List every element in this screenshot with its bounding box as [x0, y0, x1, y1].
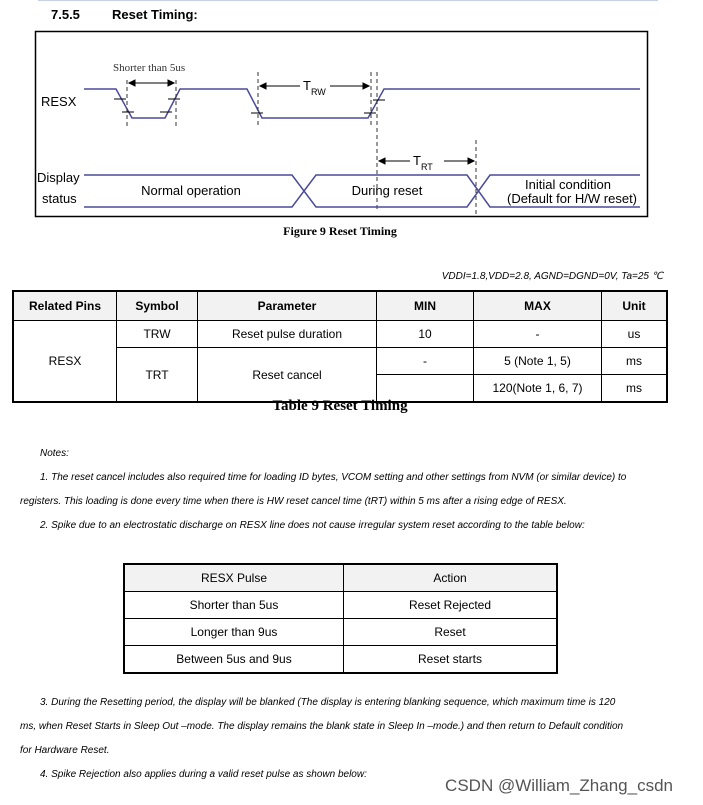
- header-resx-pulse: RESX Pulse: [124, 564, 344, 592]
- pulse-cell: Between 5us and 9us: [124, 646, 344, 674]
- action-cell: Reset: [344, 619, 558, 646]
- max-cell: 5 (Note 1, 5): [474, 348, 602, 375]
- symbol-cell: TRT: [117, 348, 198, 403]
- header-unit: Unit: [602, 291, 668, 321]
- pulse-cell: Shorter than 5us: [124, 592, 344, 619]
- spike-table: [123, 563, 558, 674]
- notes-title: Notes:: [40, 448, 69, 459]
- note-3b: ms, when Reset Starts in Sleep Out –mode. The display remains the blank state in Sleep In –mode.) and then return to Default condition: [20, 721, 624, 732]
- note-4: 4. Spike Rejection also applies during a valid reset pulse as shown below:: [40, 769, 367, 780]
- pin-cell: RESX: [13, 321, 117, 403]
- trt-label: $T_{RT}$: [413, 153, 433, 172]
- state-normal: Normal operation: [141, 183, 241, 198]
- header-pins: Related Pins: [13, 291, 117, 321]
- parameter-cell: Reset cancel: [198, 348, 377, 403]
- max-cell: 120(Note 1, 6, 7): [474, 375, 602, 403]
- reset-timing-table: [12, 290, 668, 403]
- trw-label: $T_{RW}$: [303, 78, 326, 97]
- section-title: Reset Timing:: [112, 7, 198, 22]
- reset-timing-diagram: [0, 0, 703, 230]
- resx-signal: [84, 89, 640, 118]
- state-initial-2: (Default for H/W reset): [506, 191, 638, 206]
- state-reset: During reset: [351, 183, 423, 198]
- table-caption: Table 9 Reset Timing: [272, 398, 408, 414]
- min-cell: 10: [377, 321, 474, 348]
- section-number: 7.5.5: [51, 7, 80, 22]
- header-symbol: Symbol: [117, 291, 198, 321]
- table-header-row: [124, 564, 557, 592]
- action-cell: Reset starts: [344, 646, 558, 674]
- note-1a: 1. The reset cancel includes also required time for loading ID bytes, VCOM setting and other settings from NVM (or similar device) to: [40, 472, 627, 483]
- figure-caption: Figure 9 Reset Timing: [283, 224, 397, 238]
- header-min: MIN: [377, 291, 474, 321]
- threshold-ticks: [114, 99, 385, 113]
- note-3a: 3. During the Resetting period, the display will be blanked (The display is entering blanking sequence, which maximum time is 120: [40, 697, 616, 708]
- action-cell: Reset Rejected: [344, 592, 558, 619]
- header-action: Action: [344, 564, 558, 592]
- table-row: [124, 619, 557, 646]
- parameter-cell: Reset pulse duration: [198, 321, 377, 348]
- display-label-1: Display: [37, 170, 80, 185]
- table-header-row: [13, 291, 667, 321]
- max-cell: -: [474, 321, 602, 348]
- note-3c: for Hardware Reset.: [20, 745, 110, 756]
- note-2: 2. Spike due to an electrostatic discharge on RESX line does not cause irregular system reset according to the table below:: [40, 520, 585, 531]
- unit-cell: us: [602, 321, 668, 348]
- display-label-2: status: [42, 191, 77, 206]
- unit-cell: ms: [602, 348, 668, 375]
- table-row: [124, 646, 557, 674]
- watermark: CSDN @William_Zhang_csdn: [445, 776, 673, 795]
- header-max: MAX: [474, 291, 602, 321]
- unit-cell: ms: [602, 375, 668, 403]
- pulse-cell: Longer than 9us: [124, 619, 344, 646]
- state-initial-1: Initial condition: [525, 177, 611, 192]
- header-parameter: Parameter: [198, 291, 377, 321]
- resx-label: RESX: [41, 94, 77, 109]
- table-row: [13, 321, 667, 348]
- shorter-label: Shorter than 5us: [113, 62, 186, 74]
- symbol-cell: TRW: [117, 321, 198, 348]
- min-cell: -: [377, 348, 474, 375]
- arrows: [129, 80, 474, 164]
- test-conditions: VDDI=1.8,VDD=2.8, AGND=DGND=0V, Ta=25 ℃: [441, 271, 663, 282]
- table-row: [124, 592, 557, 619]
- note-1b: registers. This loading is done every time when there is HW reset cancel time (tRT) within 5 ms after a rising edge of RESX.: [20, 496, 567, 507]
